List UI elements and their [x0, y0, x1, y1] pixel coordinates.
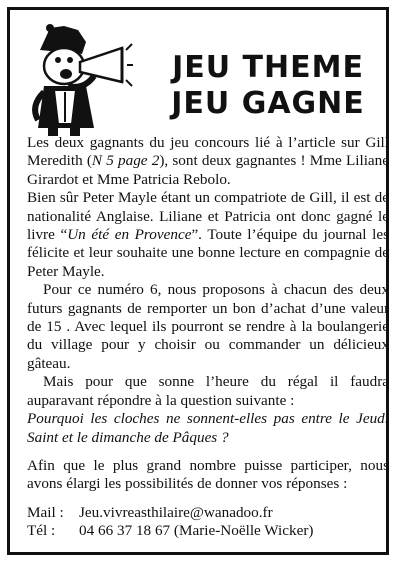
page-title: [168, 50, 368, 122]
winners-text-start: Les deux gagnants du jeu concours lié à l’article sur Gill Meredith (: [27, 134, 389, 170]
mail-label: Mail :: [27, 503, 64, 521]
contact-phone: [27, 522, 389, 540]
issue-reference: N 5 page 2: [91, 152, 160, 170]
paragraph-question-intro: Mais pour que sonne l’heure du régal il faudra auparavant répondre à la question suivante :: [27, 373, 389, 409]
article-body: [27, 134, 389, 541]
title-line-2: JEU GAGNE: [171, 86, 365, 121]
phone-label: Tél :: [27, 522, 56, 540]
phone-number: 04 66 37 18 67 (Marie-Noëlle Wicker): [79, 522, 314, 540]
contact-mail: [27, 504, 389, 522]
contact-block: [27, 504, 389, 541]
book-title: Un été en Provence: [67, 226, 192, 244]
paragraph-participation: Afin que le plus grand nombre puisse participer, nous avons élargi les possibilités de donner vos réponses :: [27, 456, 389, 493]
title-line-1: JEU THEME: [172, 50, 364, 85]
book-text-start: Bien sûr Peter Mayle étant un compatriote de Gill, il est de nationalité Anglaise. Liliane et Patricia ont donc gagné le livre “: [27, 189, 389, 244]
article-frame: [7, 7, 389, 555]
winners-text-end: ), sont deux gagnantes ! Mme Liliane Girardot et Mme Patricia Rebolo.: [27, 152, 389, 188]
paragraph-prize-book: [27, 189, 389, 281]
shouting-jester-icon: [24, 20, 134, 140]
book-text-end: ”. Toute l’équipe du journal les félicite et leur souhaite une bonne lecture en compagnie de Peter Mayle.: [27, 226, 390, 280]
contest-question: Pourquoi les cloches ne sonnent-elles pas entre le Jeudi Saint et le dimanche de Pâques ?: [27, 410, 389, 446]
paragraph-winners: [27, 134, 389, 189]
paragraph-new-prize: Pour ce numéro 6, nous proposons à chacun des deux futurs gagnants de remporter un bon d’achat d’une valeur de 15 . Avec lequel ils pourront se rendre à la boulangerie du village pour y choisir ou commander un délicieux gâteau.: [27, 281, 389, 372]
mail-address[interactable]: Jeu.vivreasthilaire@wanadoo.fr: [79, 503, 273, 521]
